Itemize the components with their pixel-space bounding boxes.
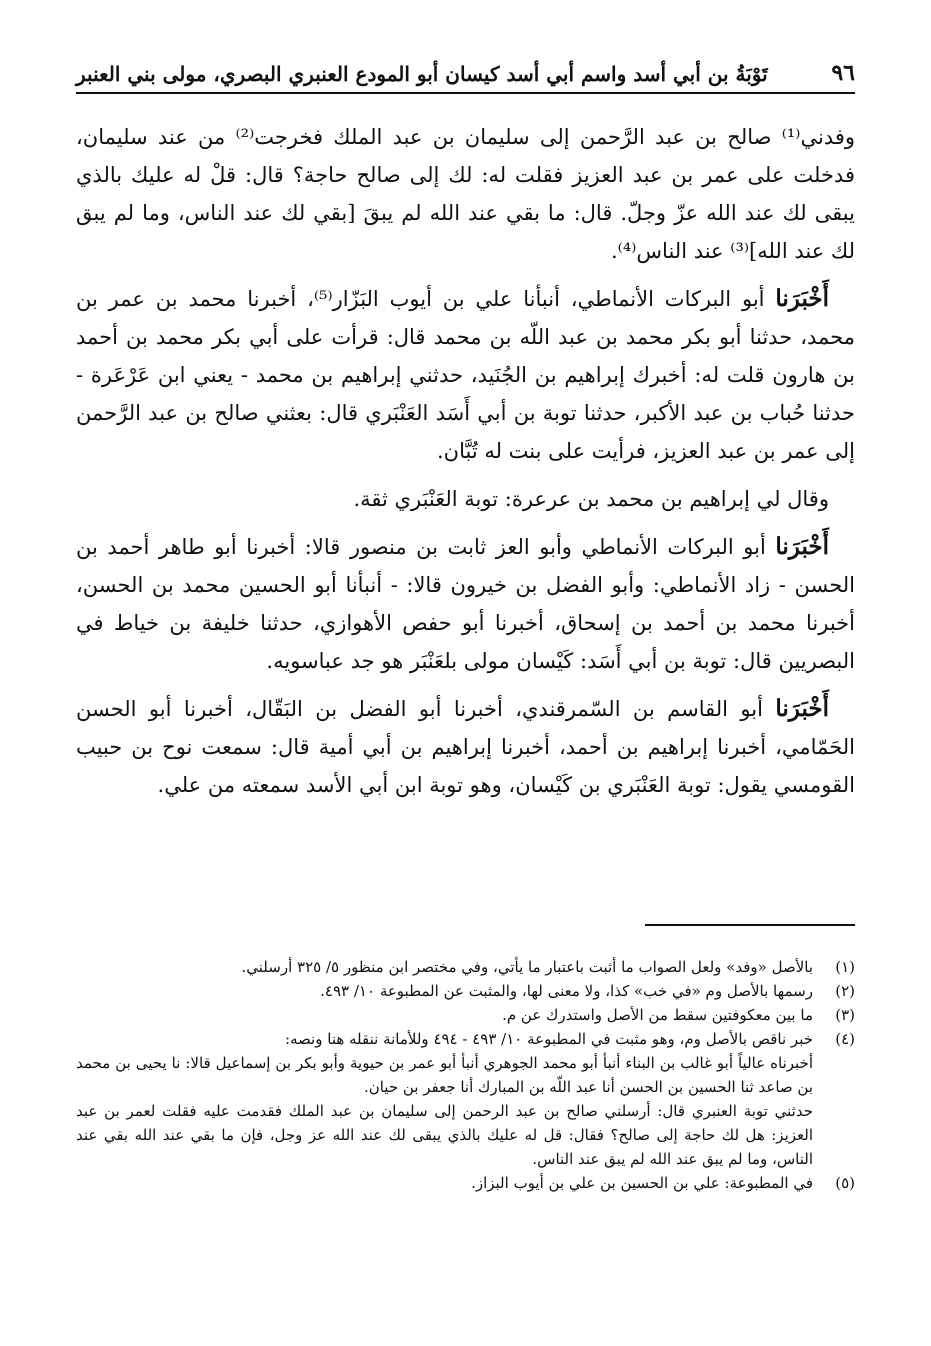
page-number: ٩٦ <box>831 60 855 86</box>
footnote-5 <box>76 1171 855 1195</box>
footnote-4 <box>76 1027 855 1171</box>
page-header <box>76 58 855 94</box>
footnote-4-line-3: حدثني توبة العنبري قال: أرسلني صالح بن عبد الرحمن إلى سليمان بن عبد الملك فقدمت عليه فقلت لعمر بن عبد العزيز: هل لك حاجة إلى صالح؟ فقال: قل له عليك بالذي يبقى لك عند الله عز وجل، فإن ما بقي عند الله بقي عند الناس، وما لم يبق عند الله لم يبق عند الناس. <box>76 1102 813 1168</box>
footnote-text: في المطبوعة: علي بن الحسين بن علي بن أيوب البزاز. <box>471 1174 813 1192</box>
paragraph-2-text: أبو البركات الأنماطي، أنبأنا علي بن أيوب البَزّار⁽⁵⁾، أخبرنا محمد بن عمر بن محمد، حدثنا أبو بكر محمد بن عبد اللّه بن محمد قال: قرأت على أبي بكر محمد بن أحمد بن هارون قلت له: أخبرك إبراهيم بن الجُنَيد، حدثني إبراهيم بن محمد - يعني ابن عَرْعَرة - حدثنا حُباب بن عبد الأكبر، حدثنا توبة بن أبي أَسَد العَنْبَري قال: بعثني صالح بن عبد الرَّحمن إلى عمر بن عبد العزيز، فرأيت على بنت له تُبَّان. <box>76 287 855 463</box>
footnote-number: (٣) <box>835 1006 855 1024</box>
paragraph-4 <box>76 528 855 680</box>
footnote-number: (٥) <box>835 1174 855 1192</box>
footnote-text: رسمها بالأصل وم «في خب» كذا، ولا معنى لها، والمثبت عن المطبوعة ١٠/ ٤٩٣. <box>320 982 813 1000</box>
keyword-akhbarana: أَخْبَرَنا <box>775 285 829 312</box>
footnote-text <box>76 1027 813 1171</box>
keyword-akhbarana: أَخْبَرَنا <box>775 533 829 560</box>
footnote-1 <box>76 955 855 979</box>
footnote-number: (٢) <box>835 982 855 1000</box>
paragraph-4-text: أبو البركات الأنماطي وأبو العز ثابت بن منصور قالا: أخبرنا أبو طاهر أحمد بن الحسن - زاد الأنماطي: وأبو الفضل بن خيرون قالا: - أنبأنا أبو الحسين محمد بن الحسن، أخبرنا محمد بن أحمد بن إسحاق، أخبرنا أبو حفص الأهوازي، حدثنا خليفة بن خياط في البصريين قال: توبة بن أبي أَسَد: كَيْسان مولى بلعَنْبَر هو جد عباسويه. <box>76 535 855 673</box>
paragraph-5-text: أبو القاسم بن السّمرقندي، أخبرنا أبو الفضل بن البَقّال، أخبرنا أبو الحسن الحَمّامي، أخبرنا إبراهيم بن أحمد، أخبرنا إبراهيم بن أبي أمية قال: سمعت نوح بن حبيب القومسي يقول: توبة العَنْبَري بن كَيْسان، وهو توبة ابن أبي الأسد سمعته من علي. <box>76 697 855 797</box>
footnotes <box>76 955 855 1195</box>
main-text <box>76 118 855 814</box>
footnote-text: بالأصل «وفد» ولعل الصواب ما أثبت باعتبار ما يأتي، وفي مختصر ابن منظور ٥/ ٣٢٥ أرسلني. <box>241 958 813 976</box>
paragraph-3: وقال لي إبراهيم بن محمد بن عرعرة: توبة العَنْبَري ثقة. <box>353 487 829 511</box>
footnote-number: (٤) <box>835 1030 855 1048</box>
paragraph-5 <box>76 690 855 804</box>
footnote-2 <box>76 979 855 1003</box>
footnote-text: ما بين معكوفتين سقط من الأصل واستدرك عن م. <box>502 1006 813 1024</box>
footnote-4-line-1: خبر ناقص بالأصل وم، وهو مثبت في المطبوعة ١٠/ ٤٩٣ - ٤٩٤ وللأمانة ننقله هنا ونصه: <box>284 1030 813 1048</box>
footnote-separator <box>645 924 855 926</box>
paragraph-1: وفدني⁽¹⁾ صالح بن عبد الرَّحمن إلى سليمان بن عبد الملك فخرجت⁽²⁾ من عند سليمان، فدخلت على عمر بن عبد العزيز فقلت له: لك إلى صالح حاجة؟ قال: قلْ له عليك بالذي يبقى لك عند الله عزّ وجلّ. قال: ما بقي عند الله لم يبقَ [بقي لك عند الناس، وما لم يبق لك عند الله]⁽³⁾ عند الناس⁽⁴⁾. <box>76 125 856 263</box>
keyword-akhbarana: أَخْبَرَنا <box>775 695 829 722</box>
footnote-3 <box>76 1003 855 1027</box>
footnote-4-line-2: أخبرناه عالياً أبو غالب بن البناء أنبأ أبو محمد الجوهري أنبأ أبو عمر بن حيوية وأبو بكر بن إسماعيل قالا: نا يحيى بن محمد بن صاعد ثنا الحسين بن الحسن أنا عبد اللّه بن المبارك أنا جعفر بن حيان. <box>76 1054 813 1096</box>
footnote-number: (١) <box>835 958 855 976</box>
running-title: تَوْبَةُ بن أبي أسد واسم أبي أسد كيسان أبو المودع العنبري البصري، مولى بني العنبر <box>76 62 768 86</box>
paragraph-2 <box>76 280 855 470</box>
